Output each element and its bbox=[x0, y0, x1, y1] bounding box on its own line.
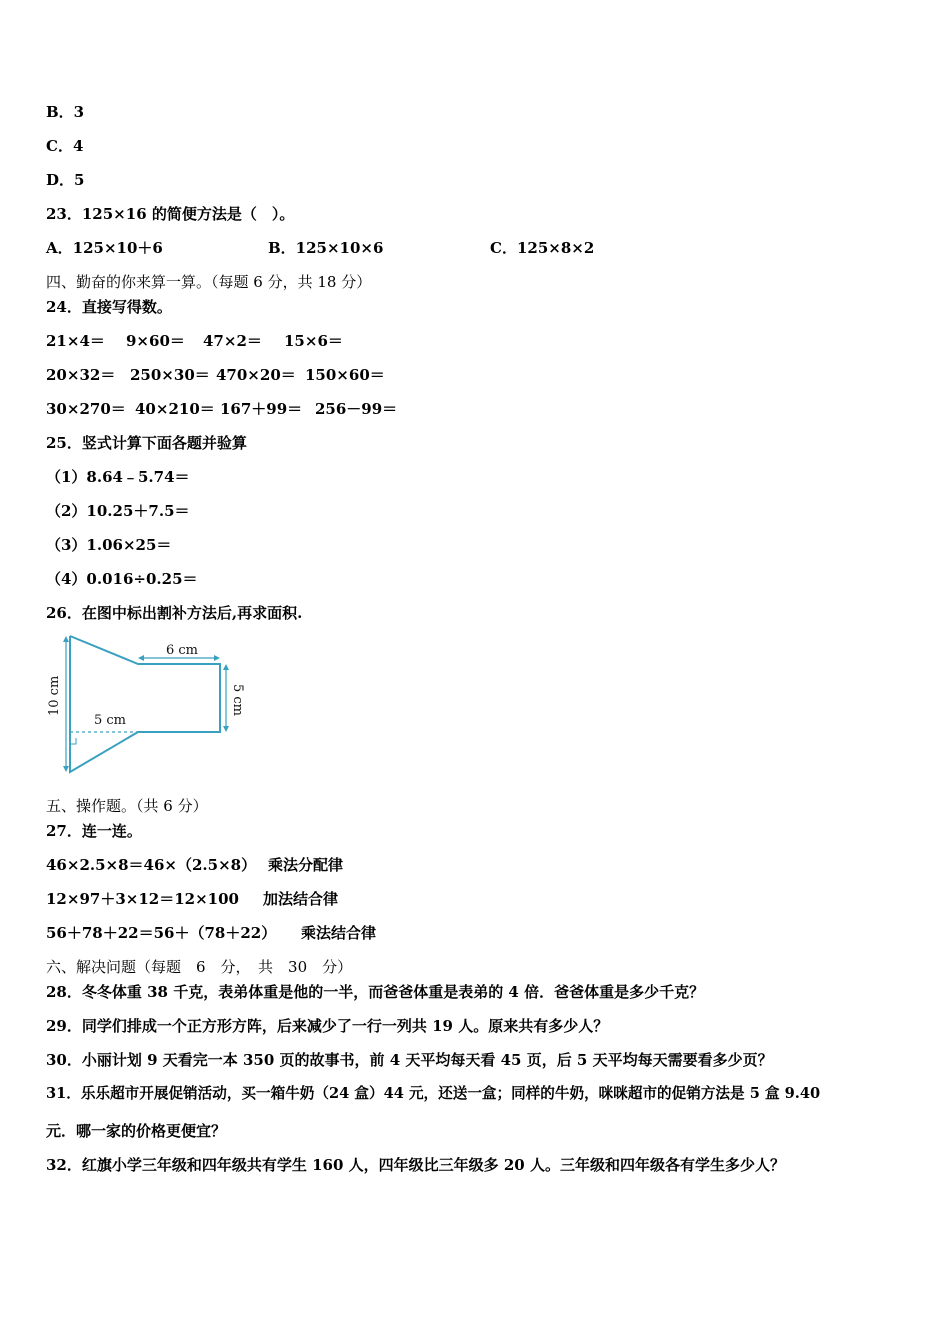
q24-item: 21×4＝ bbox=[46, 332, 105, 350]
q24-item: 30×270＝ bbox=[46, 400, 126, 418]
q24-item: 9×60＝ bbox=[126, 332, 185, 350]
question-25-stem: 25．竖式计算下面各题并验算 bbox=[46, 434, 247, 452]
question-27-stem: 27．连一连。 bbox=[46, 822, 142, 840]
arrowhead-icon bbox=[63, 636, 69, 642]
q27-expression: 56＋78＋22＝56＋（78＋22） bbox=[46, 924, 277, 942]
q27-pair bbox=[46, 923, 376, 943]
q23-option-c: C．125×8×2 bbox=[490, 239, 595, 257]
q24-item: 150×60＝ bbox=[305, 366, 385, 384]
arrowhead-icon bbox=[223, 664, 229, 670]
question-23-options bbox=[46, 238, 594, 258]
q25-item: （1）8.64﹣5.74＝ bbox=[46, 468, 190, 486]
section-6-title: 六、解决问题（每题 6 分， 共 30 分） bbox=[46, 958, 353, 976]
q24-item: 20×32＝ bbox=[46, 366, 116, 384]
q25-item: （4）0.016÷0.25＝ bbox=[46, 570, 198, 588]
question-28: 28．冬冬体重 38 千克，表弟体重是他的一半，而爸爸体重是表弟的 4 倍．爸爸体重是多少千克？ bbox=[46, 983, 705, 1001]
option-b: B．3 bbox=[46, 103, 85, 121]
composite-shape-figure bbox=[40, 628, 260, 780]
question-31-line-2: 元．哪一家的价格更便宜？ bbox=[46, 1122, 227, 1140]
option-d: D．5 bbox=[46, 171, 85, 189]
q27-expression: 12×97＋3×12＝12×100 bbox=[46, 890, 239, 908]
arrowhead-icon bbox=[223, 726, 229, 732]
arrowhead-icon bbox=[63, 766, 69, 772]
question-26-stem: 26．在图中标出割补方法后,再求面积. bbox=[46, 604, 303, 622]
q24-item: 250×30＝ bbox=[130, 366, 210, 384]
section-5-title: 五、操作题。（共 6 分） bbox=[46, 797, 208, 815]
q24-item: 470×20＝ bbox=[216, 366, 296, 384]
q27-expression: 46×2.5×8＝46×（2.5×8） bbox=[46, 856, 257, 874]
q27-pair bbox=[46, 889, 338, 909]
q27-law: 加法结合律 bbox=[263, 890, 339, 908]
arrowhead-icon bbox=[138, 655, 144, 661]
q24-row-3 bbox=[46, 399, 397, 419]
section-4-title: 四、勤奋的你来算一算。（每题 6 分，共 18 分） bbox=[46, 273, 372, 291]
question-32: 32．红旗小学三年级和四年级共有学生 160 人，四年级比三年级多 20 人。三年级和四年级各有学生多少人？ bbox=[46, 1156, 785, 1174]
left-dimension-label: 10 cm bbox=[47, 675, 62, 716]
question-30: 30．小丽计划 9 天看完一本 350 页的故事书，前 4 天平均每天看 45 页，后 5 天平均每天需要看多少页？ bbox=[46, 1051, 773, 1069]
q24-item: 47×2＝ bbox=[203, 332, 262, 350]
q27-law: 乘法分配律 bbox=[268, 856, 344, 874]
question-31-line-1: 31．乐乐超市开展促销活动，买一箱牛奶（24 盒）44 元，还送一盒；同样的牛奶，咪咪超市的促销方法是 5 盒 9.40 bbox=[46, 1085, 821, 1102]
arrowhead-icon bbox=[214, 655, 220, 661]
question-23-stem: 23．125×16 的简便方法是（ ）。 bbox=[46, 205, 295, 223]
q23-option-b: B．125×10×6 bbox=[268, 239, 384, 257]
q24-item: 40×210＝ bbox=[135, 400, 215, 418]
q24-row-1 bbox=[46, 331, 343, 351]
q24-item: 167＋99＝ bbox=[220, 400, 303, 418]
q23-option-a: A．125×10＋6 bbox=[46, 239, 163, 257]
q25-item: （3）1.06×25＝ bbox=[46, 536, 172, 554]
right-dimension-label: 5 cm bbox=[230, 684, 245, 717]
q27-law: 乘法结合律 bbox=[301, 924, 377, 942]
option-c: C．4 bbox=[46, 137, 84, 155]
question-24-stem: 24．直接写得数。 bbox=[46, 298, 172, 316]
figure-svg bbox=[40, 628, 260, 780]
q24-item: 256－99＝ bbox=[315, 400, 398, 418]
inner-dimension-label: 5 cm bbox=[94, 713, 127, 728]
q27-pair bbox=[46, 855, 343, 875]
q25-item: （2）10.25＋7.5＝ bbox=[46, 502, 190, 520]
q24-item: 15×6＝ bbox=[284, 332, 343, 350]
top-dimension-label: 6 cm bbox=[166, 643, 199, 658]
q24-row-2 bbox=[46, 365, 385, 385]
question-29: 29．同学们排成一个正方形方阵，后来减少了一行一列共 19 人。原来共有多少人？ bbox=[46, 1017, 609, 1035]
